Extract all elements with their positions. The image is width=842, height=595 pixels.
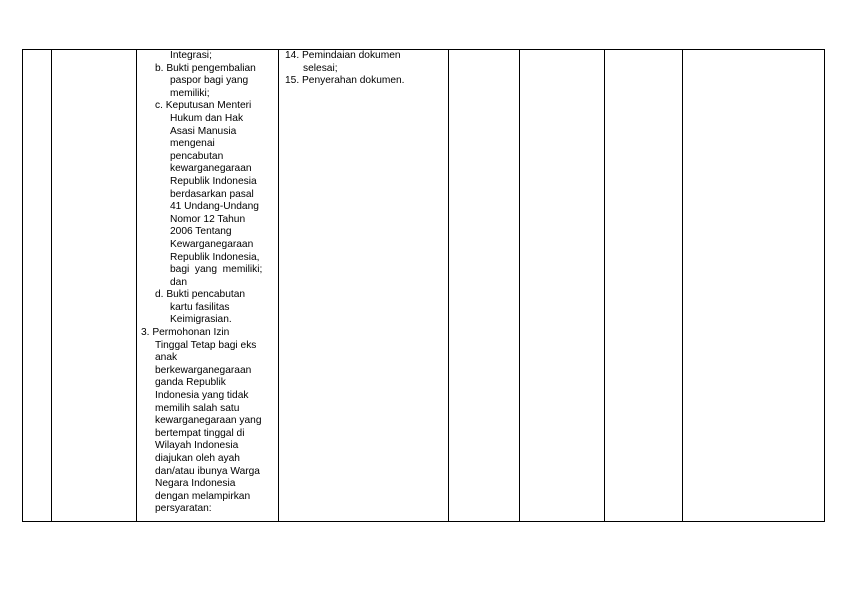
requirement-line: b. Bukti pengembalian [155,62,256,74]
empty-cell-5 [449,50,520,522]
empty-cell-7 [605,50,683,522]
requirement-line: dengan melampirkan [155,490,251,502]
requirement-line: pencabutan [170,150,224,162]
requirement-line: bertempat tinggal di [155,427,245,439]
requirement-line: Hukum dan Hak [170,112,244,124]
requirement-line: memiliki; [170,87,210,99]
empty-cell-6 [520,50,605,522]
requirement-line: c. Keputusan Menteri [155,100,252,112]
requirement-line: Negara Indonesia [155,478,236,490]
requirement-line: Republik Indonesia [170,175,257,187]
requirement-line: diajukan oleh ayah [155,453,240,464]
procedure-line: 14. Pemindaian dokumen [285,50,401,61]
requirement-line: kewarganegaraan yang [155,415,262,427]
requirement-line: Republik Indonesia, [170,251,260,263]
requirement-line: dan [170,276,187,288]
requirements-cell [137,50,279,522]
requirement-line: Asasi Manusia [170,125,237,137]
requirement-line: 3. Permohonan Izin [141,327,230,339]
requirement-line: berdasarkan pasal [170,188,254,200]
requirement-line: kewarganegaraan [170,163,252,175]
table-row [23,50,825,522]
requirement-line: ganda Republik [155,377,226,389]
requirement-line: Nomor 12 Tahun [170,213,246,225]
requirement-line: d. Bukti pencabutan [155,289,246,301]
procedure-line: 15. Penyerahan dokumen. [285,75,405,87]
requirement-line: Tinggal Tetap bagi eks [155,339,257,351]
requirement-line: 2006 Tentang [170,226,232,238]
number-cell [23,50,52,522]
empty-cell-8 [683,50,825,522]
service-type-cell [52,50,137,522]
requirement-line: Indonesia yang tidak [155,390,249,402]
requirement-line: mengenai [170,138,215,150]
requirement-line: Integrasi; [170,50,212,61]
requirement-line: Kewarganegaraan [170,238,254,250]
requirement-line: berkewarganegaraan [155,364,252,376]
requirement-line: persyaratan: [155,503,212,515]
requirement-line: Keimigrasian. [170,314,232,326]
procedure-cell [279,50,449,522]
requirement-line: anak [155,352,178,364]
requirement-line: bagi yang memiliki; [170,264,263,276]
requirement-line: kartu fasilitas [170,301,230,313]
document-table [22,49,825,522]
requirement-line: dan/atau ibunya Warga [155,465,260,477]
procedure-line: selesai; [303,62,338,74]
requirement-line: paspor bagi yang [170,75,249,87]
requirement-line: memilih salah satu [155,402,240,414]
requirement-line: 41 Undang-Undang [170,201,259,213]
requirement-line: Wilayah Indonesia [155,440,239,452]
